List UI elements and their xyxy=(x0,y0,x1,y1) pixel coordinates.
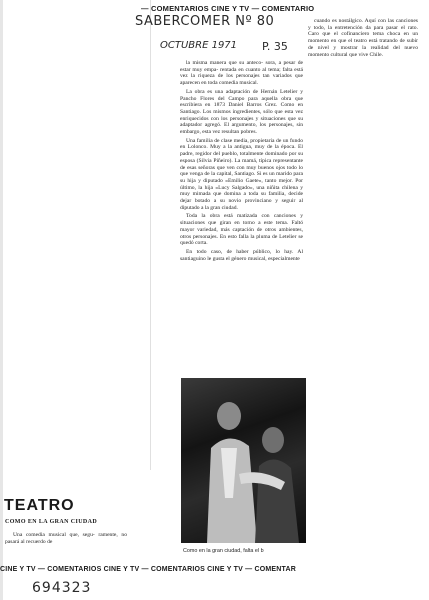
article-column-right: cuando es nostálgico. Aquí con las canciones y todo, la entretención da para pasar el rato. Caro que el cofinanciero tema choca en un momento en que el teatro está tratando de subir de nivel y mostrar la realidad del nuevo momento cultural que vive Chile. xyxy=(308,18,418,58)
article-paragraph: En todo caso, de haber público, lo hay. Al santiaguino le gusta el género musical, especialmente xyxy=(180,248,303,262)
section-title: TEATRO xyxy=(4,497,75,514)
handwritten-date: OCTUBRE 1971 xyxy=(160,40,238,51)
stage-photo xyxy=(181,378,306,543)
article-paragraph: Toda la obra está matizada con canciones y situaciones que giran en torno a este tema. Faltó mayor variedad, más captación de otros ambientes, otros personajes. En esto falla la pluma de Letelier se quedó corta. xyxy=(180,213,303,247)
section-subtitle: COMO EN LA GRAN CIUDAD xyxy=(5,519,98,525)
header-band: — COMENTARIOS CINE Y TV — COMENTARIO xyxy=(141,4,315,13)
photo-figures xyxy=(181,378,306,543)
article-paragraph: La obra es una adaptación de Hernán Letelier y Pancho Flores del Campo para aquella obra que escribiera en 1873 Daniel Barros Grez. Como en Santiago. Los mismos ingredientes, sólo que esta vez enriquecidos con los personajes y situaciones que su adaptador agregó. El argumento, los personajes, sin embargo, esta vez resultan pobres. xyxy=(180,88,303,136)
handwritten-source: SABERCOMER Nº 80 xyxy=(135,14,275,29)
archive-number: 694323 xyxy=(32,580,92,596)
section-intro: Una comedia musical que, segu- ramente, no pasará al recuerdo de xyxy=(5,532,127,545)
article-paragraph: Una familia de clase media, propietaria de un fundo en Lolonco. Muy a la antigua, muy de la época. El padre, regidor del pueblo, totalmente dominado por su esposa (Silvia Piñeiro). La mamá, típica representante de esas señoras que ven con muy buenos ojos todo lo que venga de la capital, Santiago. Si es un marido para su hija y diputado «Emilio Gaete», tanto mejor. Por último, la hija «Lucy Salgado», una niñita chilena y muy mimada que domina a toda su familia, decide dejar botado a su novio provinciano y seguir al diputado a la gran ciudad. xyxy=(180,137,303,211)
photo-caption: Como en la gran ciudad, falta el b xyxy=(183,548,264,554)
footer-band: CINE Y TV — COMENTARIOS CINE Y TV — COMENTARIOS CINE Y TV — COMENTAR xyxy=(0,566,296,573)
handwritten-page: P. 35 xyxy=(262,40,288,53)
article-column-main xyxy=(180,60,303,264)
fold-line-vertical xyxy=(150,0,151,470)
page-edge-left xyxy=(0,0,3,600)
article-paragraph: la misma manera que su anteco- sora, a pesar de estar muy empa- rentada en cuanto al tema; falta está vez la riqueza de los personajes tan variados que aparecen en toda comedia musical. xyxy=(180,60,303,87)
